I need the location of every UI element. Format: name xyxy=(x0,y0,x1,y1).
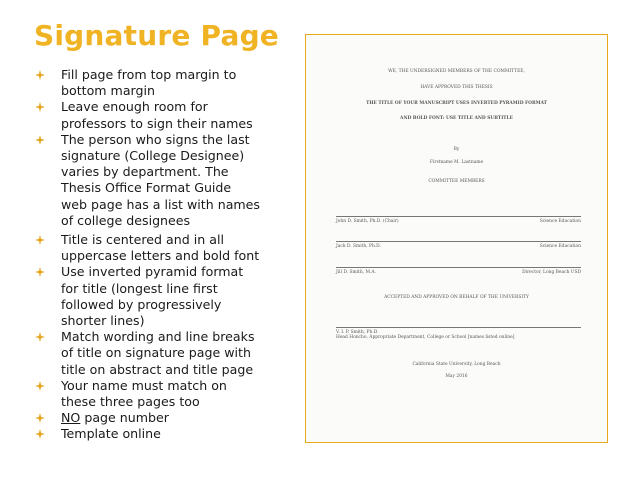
diamond-bullet-icon xyxy=(35,267,45,277)
signature-line xyxy=(336,216,581,217)
signature-block xyxy=(336,267,581,275)
signer-name: John D. Smith, Ph.D. (Chair) xyxy=(336,219,399,224)
bullet-item xyxy=(30,378,285,410)
diamond-bullet-icon xyxy=(35,70,45,80)
bullet-line: shorter lines) xyxy=(61,313,145,329)
bullet-line: for title (longest line first xyxy=(61,280,218,296)
bullet-line: of title on signature page with xyxy=(61,345,251,361)
diamond-bullet-icon xyxy=(35,102,45,112)
doc-by: By xyxy=(453,147,460,152)
signature-page-thumbnail xyxy=(305,34,608,443)
bullet-line: title on abstract and title page xyxy=(61,361,254,377)
doc-accepted: ACCEPTED AND APPROVED ON BEHALF OF THE UNIVERSITY xyxy=(384,295,529,300)
bullet-item xyxy=(30,99,285,131)
bullet-line: of college designees xyxy=(61,212,191,228)
bullet-line: followed by progressively xyxy=(61,296,222,312)
bullet-line: these three pages too xyxy=(61,394,200,410)
designee-title: Head Honcho, Appropriate Department, College or School [names listed online] xyxy=(336,335,515,341)
signer-dept: Director, Long Beach USD xyxy=(522,270,581,275)
bullet-item xyxy=(30,410,285,426)
bullet-line: varies by department. The xyxy=(61,164,229,180)
page-title: Signature Page xyxy=(34,19,279,52)
bullet-line: signature (College Designee) xyxy=(61,148,245,164)
designee-block xyxy=(336,327,581,340)
bullet-item xyxy=(30,132,285,229)
signer-name: Jack D. Smith, Ph.D. xyxy=(336,244,381,249)
bullet-item xyxy=(30,426,285,442)
bullet-item xyxy=(30,264,285,329)
signer-dept: Science Education xyxy=(539,244,581,249)
doc-header-line: WE, THE UNDERSIGNED MEMBERS OF THE COMMITTEE, xyxy=(388,69,525,74)
doc-author: Firstname M. Lastname xyxy=(429,160,484,165)
bullet-item xyxy=(30,329,285,378)
bullet-line: Match wording and line breaks xyxy=(61,329,255,345)
doc-thesis-title-line: AND BOLD FONT: USE TITLE AND SUBTITLE xyxy=(400,116,513,121)
signature-block xyxy=(336,216,581,224)
bullet-line: Use inverted pyramid format xyxy=(61,264,244,280)
signature-line xyxy=(336,327,581,328)
bullet-line: Fill page from top margin to xyxy=(61,67,237,82)
bullet-item xyxy=(30,232,285,264)
bullet-list xyxy=(30,67,285,443)
doc-thesis-title-line: THE TITLE OF YOUR MANUSCRIPT USES INVERTED PYRAMID FORMAT xyxy=(366,101,547,106)
bullet-item xyxy=(30,67,285,99)
signer-name: Jill D. Smith, M.A. xyxy=(336,270,376,275)
doc-committee-heading: COMMITTEE MEMBERS xyxy=(428,179,485,184)
diamond-bullet-icon xyxy=(35,235,45,245)
bullet-line: uppercase letters and bold font xyxy=(61,248,260,264)
bullet-line: Leave enough room for xyxy=(61,99,208,115)
diamond-bullet-icon xyxy=(35,332,45,342)
diamond-bullet-icon xyxy=(35,381,45,391)
bullet-line: Thesis Office Format Guide xyxy=(61,180,232,196)
diamond-bullet-icon xyxy=(35,413,45,423)
bullet-line: page number xyxy=(80,410,169,426)
designee-name: V. I. P. Smith, Ph.D. xyxy=(336,330,379,335)
signature-line xyxy=(336,267,581,268)
signer-dept: Science Education xyxy=(539,219,581,224)
doc-header-line: HAVE APPROVED THIS THESIS xyxy=(420,85,493,90)
bullet-line: Your name must match on xyxy=(61,377,227,393)
bullet-line: bottom margin xyxy=(61,83,155,99)
underlined-word: NO xyxy=(61,410,81,426)
bullet-line: professors to sign their names xyxy=(61,115,253,131)
bullet-line: Template online xyxy=(61,426,161,442)
bullet-line: The person who signs the last xyxy=(61,131,250,147)
bullet-line: web page has a list with names xyxy=(61,196,260,212)
diamond-bullet-icon xyxy=(35,429,45,439)
signature-line xyxy=(336,241,581,242)
doc-university: California State University, Long Beach xyxy=(412,362,501,367)
doc-date: May 2016 xyxy=(445,374,468,379)
signature-block xyxy=(336,241,581,249)
diamond-bullet-icon xyxy=(35,135,45,145)
bullet-line: Title is centered and in all xyxy=(61,232,224,248)
